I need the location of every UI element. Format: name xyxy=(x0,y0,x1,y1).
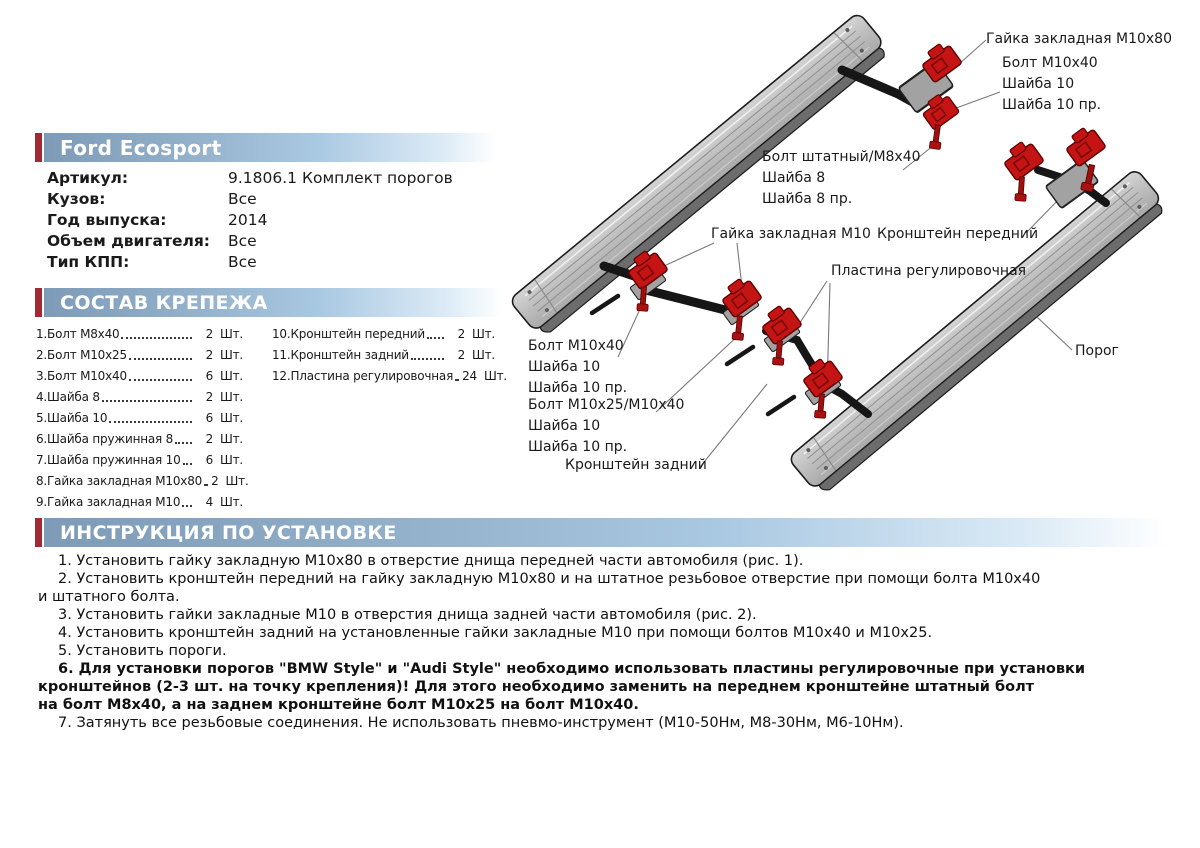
instruction-line: 6. Для установки порогов "BMW Style" и "Audi Style" необходимо использовать пластины регулировочные при установки xyxy=(58,661,1086,677)
part-unit: Шт. xyxy=(220,495,244,509)
part-qty: 2 xyxy=(205,390,213,404)
instructions-title: ИНСТРУКЦИЯ ПО УСТАНОВКЕ xyxy=(60,521,397,544)
part-unit: Шт. xyxy=(472,348,496,362)
part-qty: 2 xyxy=(211,474,219,488)
label-bolt-stock: Болт штатный/М8х40 xyxy=(762,149,921,165)
label-plate-adj: Пластина регулировочная xyxy=(831,263,1027,279)
part-qty: 2 xyxy=(457,327,465,341)
spec-value: Все xyxy=(228,190,257,208)
spec-label: Артикул: xyxy=(47,169,129,187)
part-name: 3.Болт М10х40 xyxy=(36,369,127,383)
label-washer10-top: Шайба 10 xyxy=(1002,76,1075,92)
spec-label: Кузов: xyxy=(47,190,106,208)
label-bracket-rear: Кронштейн задний xyxy=(565,457,707,473)
part-name: 8.Гайка закладная М10х80 xyxy=(36,474,203,488)
spec-value: 9.1806.1 Комплект порогов xyxy=(228,169,453,187)
label-bolt-m10x40-left: Болт М10х40 xyxy=(528,338,624,354)
part-unit: Шт. xyxy=(220,327,244,341)
front-bracket-right-assembly xyxy=(1000,123,1107,208)
spec-label: Год выпуска: xyxy=(47,211,167,229)
instruction-line: на болт М8х40, а на заднем кронштейне болт М10х25 на болт М10х40. xyxy=(38,697,639,713)
instruction-line: кронштейнов (2-3 шт. на точку крепления)! Для этого необходимо заменить на переднем кронштейне штатный болт xyxy=(38,679,1035,695)
label-washer10-left: Шайба 10 xyxy=(528,359,601,375)
spec-label: Тип КПП: xyxy=(47,253,130,271)
part-name: 10.Кронштейн передний xyxy=(272,327,425,341)
spec-value: Все xyxy=(228,253,257,271)
instruction-line: 3. Установить гайки закладные М10 в отверстия днища задней части автомобиля (рис. 2). xyxy=(58,607,757,623)
part-name: 2.Болт М10х25 xyxy=(36,348,127,362)
part-unit: Шт. xyxy=(220,369,244,383)
label-bolt-m10x25: Болт М10х25/М10х40 xyxy=(528,397,685,413)
part-name: 9.Гайка закладная М10 xyxy=(36,495,181,509)
part-unit: Шт. xyxy=(472,327,496,341)
part-qty: 4 xyxy=(205,495,213,509)
part-qty: 2 xyxy=(205,348,213,362)
running-board-left xyxy=(509,12,891,339)
rear-bracket-right-assembly xyxy=(758,301,868,418)
part-name: 1.Болт М8х40 xyxy=(36,327,120,341)
label-washer8pr: Шайба 8 пр. xyxy=(762,191,853,207)
part-unit: Шт. xyxy=(483,369,508,383)
instruction-line: 7. Затянуть все резьбовые соединения. Не использовать пневмо-инструмент (М10-50Нм, М8-30Нм, М6-10Нм). xyxy=(58,715,904,731)
label-washer10pr-top: Шайба 10 пр. xyxy=(1002,97,1102,113)
part-unit: Шт. xyxy=(220,390,244,404)
part-unit: Шт. xyxy=(220,432,244,446)
label-washer10-left2: Шайба 10 xyxy=(528,418,601,434)
label-washer10pr-left: Шайба 10 пр. xyxy=(528,380,628,396)
part-unit: Шт. xyxy=(225,474,249,488)
label-bolt-m10x40-top: Болт М10х40 xyxy=(1002,55,1098,71)
label-bracket-front: Кронштейн передний xyxy=(877,226,1039,242)
spec-value: Все xyxy=(228,232,257,250)
label-nut-m10: Гайка закладная М10 xyxy=(711,226,871,242)
spec-label: Объем двигателя: xyxy=(47,232,210,250)
part-name: 11.Кронштейн задний xyxy=(272,348,409,362)
part-unit: Шт. xyxy=(220,348,244,362)
spec-value: 2014 xyxy=(228,211,268,229)
part-qty: 6 xyxy=(205,369,213,383)
part-unit: Шт. xyxy=(220,453,244,467)
label-sill: Порог xyxy=(1075,343,1119,359)
running-board-right xyxy=(788,168,1169,497)
instruction-line: и штатного болта. xyxy=(38,589,180,605)
part-qty: 2 xyxy=(205,327,213,341)
instruction-line: 2. Установить кронштейн передний на гайку закладную М10х80 и на штатное резьбовое отверстие при помощи болта М10х40 xyxy=(58,571,1041,587)
label-washer8: Шайба 8 xyxy=(762,170,826,186)
part-name: 12.Пластина регулировочная xyxy=(272,369,454,383)
part-name: 4.Шайба 8 xyxy=(36,390,100,404)
instruction-line: 4. Установить кронштейн задний на установленные гайки закладные М10 при помощи болтов М10х40 и М10х25. xyxy=(58,625,933,641)
part-qty: 2 xyxy=(205,432,213,446)
product-title: Ford Ecosport xyxy=(60,135,222,160)
fasteners-title: СОСТАВ КРЕПЕЖА xyxy=(60,291,268,314)
part-name: 6.Шайба пружинная 8 xyxy=(36,432,174,446)
part-name: 5.Шайба 10 xyxy=(36,411,108,425)
part-qty: 24 xyxy=(462,369,477,383)
instruction-line: 1. Установить гайку закладную М10х80 в отверстие днища передней части автомобиля (рис. 1). xyxy=(58,553,804,569)
part-qty: 6 xyxy=(205,453,213,467)
part-unit: Шт. xyxy=(220,411,244,425)
instruction-line: 5. Установить пороги. xyxy=(58,643,227,659)
part-name: 7.Шайба пружинная 10 xyxy=(36,453,181,467)
part-qty: 2 xyxy=(457,348,465,362)
label-nut-m10x80: Гайка закладная М10х80 xyxy=(986,31,1172,47)
label-washer10pr-left2: Шайба 10 пр. xyxy=(528,439,628,455)
part-qty: 6 xyxy=(205,411,213,425)
